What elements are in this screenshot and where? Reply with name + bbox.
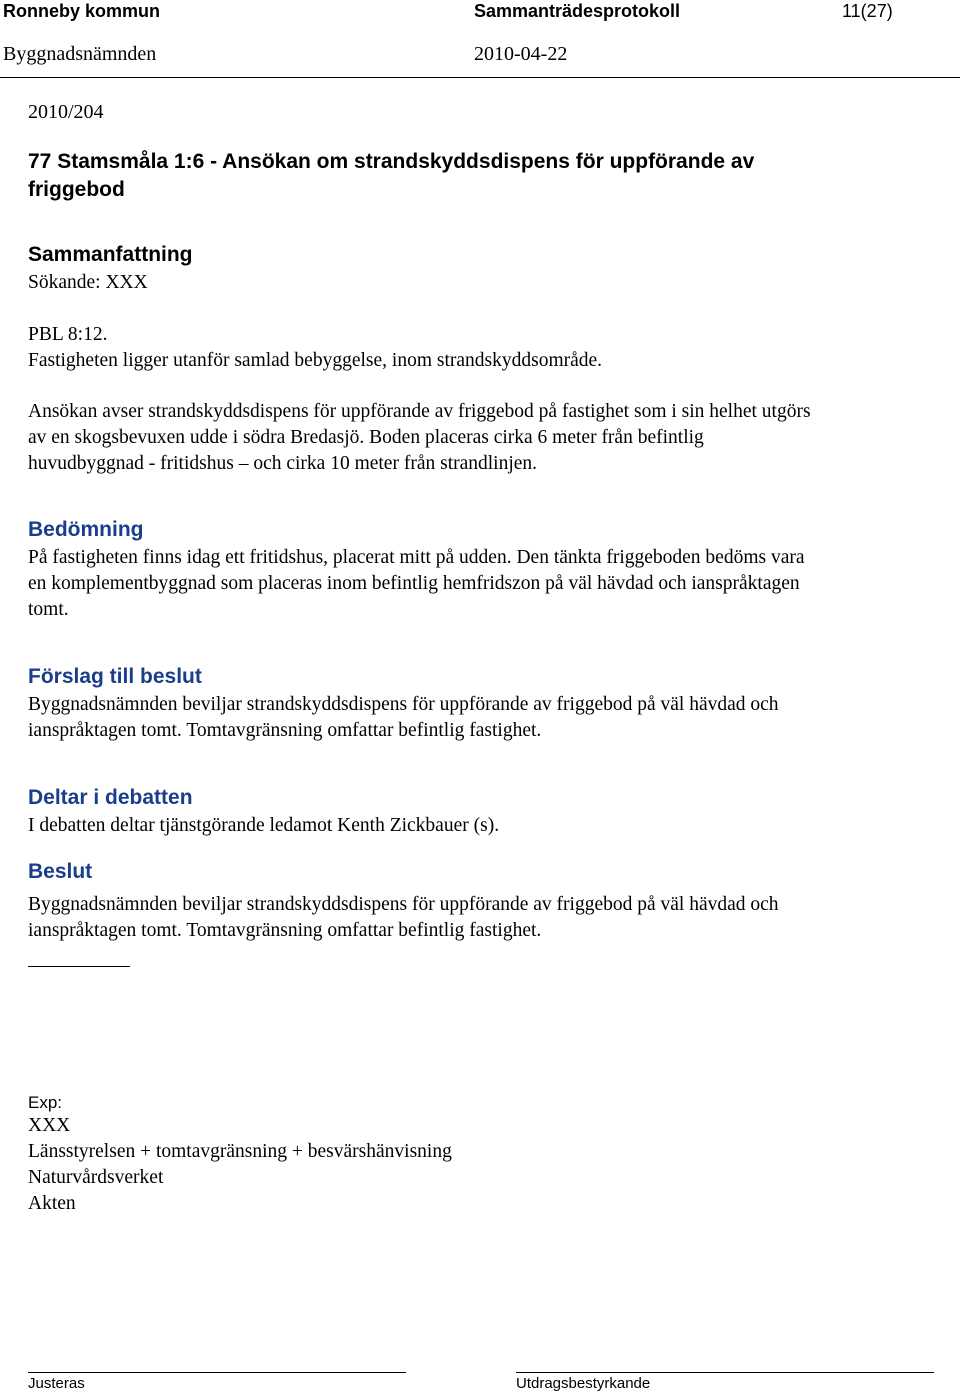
footer-utdragsbestyrkande: Utdragsbestyrkande	[516, 1375, 651, 1392]
header-committee: Byggnadsnämnden	[3, 43, 157, 65]
debatt-heading: Deltar i debatten	[28, 786, 193, 809]
recipient-item: Akten	[28, 1193, 76, 1214]
forslag-paragraph	[28, 692, 940, 744]
case-title-line: friggebod	[28, 178, 125, 201]
text-line: Byggnadsnämnden beviljar strandskyddsdispens för uppförande av friggebod på väl hävdad och	[28, 694, 779, 715]
recipient-item: Länsstyrelsen + tomtavgränsning + besvärshänvisning	[28, 1141, 452, 1162]
text-line: Byggnadsnämnden beviljar strandskyddsdispens för uppförande av friggebod på väl hävdad och	[28, 894, 779, 915]
text-line: Sökande: XXX	[28, 272, 148, 293]
text-line: PBL 8:12.	[28, 324, 108, 345]
bedomning-paragraph	[28, 545, 940, 623]
pbl-block	[28, 322, 940, 374]
header-date: 2010-04-22	[474, 43, 568, 65]
beslut-heading: Beslut	[28, 860, 93, 883]
bedomning-heading: Bedömning	[28, 518, 144, 541]
text-line: tomt.	[28, 599, 69, 620]
case-number: 2010/204	[28, 101, 104, 123]
text-line: en komplementbyggnad som placeras inom befintlig hemfridszon på väl hävdad och ianspråktagen	[28, 573, 800, 594]
header-organization: Ronneby kommun	[3, 1, 161, 21]
recipient-item: Naturvårdsverket	[28, 1167, 164, 1188]
sammanfattning-heading: Sammanfattning	[28, 243, 193, 266]
footer-justeras: Justeras	[28, 1375, 85, 1392]
applicant-line	[28, 270, 940, 296]
footer-rule-right	[516, 1372, 934, 1373]
text-line: På fastigheten finns idag ett fritidshus, placerat mitt på udden. Den tänkta friggeboden bedöms vara	[28, 547, 805, 568]
case-title-line: 77 Stamsmåla 1:6 - Ansökan om strandskyddsdispens för uppförande av	[28, 150, 755, 173]
header-rule	[0, 77, 960, 78]
text-line: Ansökan avser strandskyddsdispens för uppförande av friggebod på fastighet som i sin helhet utgörs	[28, 401, 811, 422]
text-line: ianspråktagen tomt. Tomtavgränsning omfattar befintlig fastighet.	[28, 920, 542, 941]
sammanfattning-paragraph	[28, 399, 940, 477]
text-line: huvudbyggnad - fritidshus – och cirka 10 meter från strandlinjen.	[28, 453, 538, 474]
text-line: Fastigheten ligger utanför samlad bebyggelse, inom strandskyddsområde.	[28, 350, 603, 371]
text-line: ianspråktagen tomt. Tomtavgränsning omfattar befintlig fastighet.	[28, 720, 542, 741]
forslag-heading: Förslag till beslut	[28, 665, 202, 688]
header-page-number: 11(27)	[842, 1, 893, 21]
expedition-label: Exp:	[28, 1093, 63, 1112]
text-line: av en skogsbevuxen udde i södra Bredasjö. Boden placeras cirka 6 meter från befintlig	[28, 427, 704, 448]
separator-rule	[28, 966, 130, 967]
case-title	[28, 148, 754, 204]
expedition-list	[28, 1113, 940, 1217]
recipient-item: XXX	[28, 1115, 71, 1136]
text-line: I debatten deltar tjänstgörande ledamot Kenth Zickbauer (s).	[28, 815, 500, 836]
beslut-paragraph	[28, 892, 940, 944]
header-document-type: Sammanträdesprotokoll	[474, 1, 681, 21]
debatt-paragraph	[28, 813, 940, 839]
footer-rule-left	[28, 1372, 406, 1373]
